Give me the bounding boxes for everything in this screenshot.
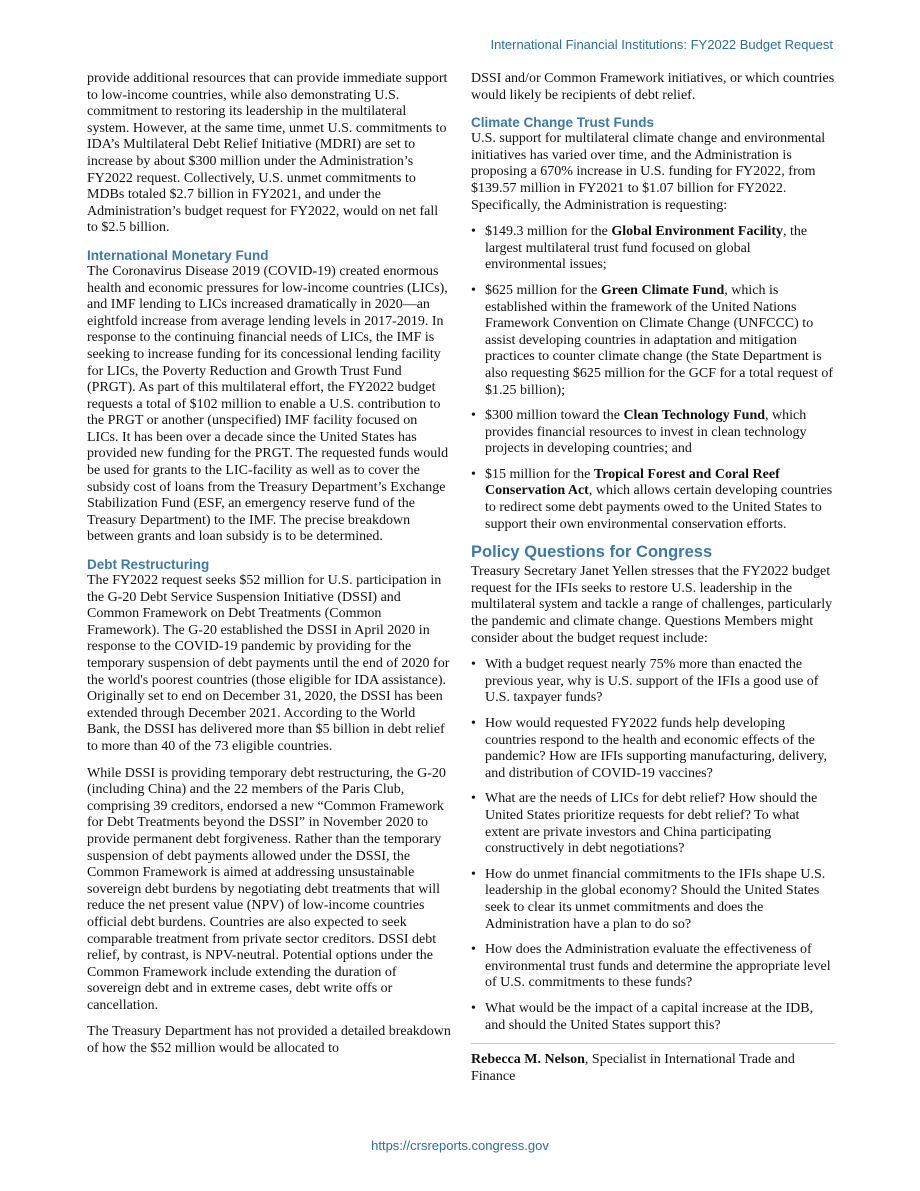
policy-paragraph: Treasury Secretary Janet Yellen stresses that the FY2022 budget request for the IFIs seeks to restore U.S. leadership in the multilateral system and tackle a range of challenges, particularly the pandemic and climate change. Questions Members might consider about the budget request include:: [471, 564, 833, 646]
list-item: • With a budget request nearly 75% more than enacted the previous year, why is U.S. support of the IFIs a good use of U.S. taxpayer funds?: [471, 657, 835, 707]
intro-paragraph: provide additional resources that can provide immediate support to low-income countries, while also demonstrating U.S. commitment to restoring its leadership in the multilateral system. However, at the same time, unmet U.S. commitments to IDA’s Multilateral Debt Relief Initiative (MDRI) are set to increase by about $300 million under the Administration’s FY2022 request. Collectively, U.S. unmet commitments to MDBs totaled $2.7 billion in FY2021, and under the Administration’s budget request for FY2022, would on net fall to $2.5 billion.: [87, 71, 448, 236]
list-item: • $15 million for the Tropical Forest and Coral Reef Conservation Act, which allows certain developing countries to redirect some debt payments owed to the United States to support their own environmental conservation efforts.: [471, 467, 835, 533]
list-item: • $300 million toward the Clean Technology Fund, which provides financial resources to invest in clean technology projects in developing countries; and: [471, 408, 835, 458]
debt-paragraph-3: The Treasury Department has not provided a detailed breakdown of how the $52 million would be allocated to: [87, 1024, 451, 1057]
policy-question-list: [471, 657, 835, 1034]
debt-paragraph-1: The FY2022 request seeks $52 million for U.S. participation in the G-20 Debt Service Suspension Initiative (DSSI) and Common Framework on Debt Treatments (Common Framework). The G-20 established the DSSI in April 2020 in response to the COVID-19 pandemic by providing for the temporary suspension of debt payments until the end of 2020 for the world's poorest countries (those eligible for IDA assistance). Originally set to end on December 31, 2020, the DSSI has been extended through December 2021. According to the World Bank, the DSSI has delivered more than $5 billion in debt relief to more than 40 of the 73 eligible countries.: [87, 573, 450, 754]
right-column: [471, 71, 835, 1095]
debt-heading: Debt Restructuring: [87, 557, 210, 573]
list-item: • How does the Administration evaluate the effectiveness of environmental trust funds and determine the appropriate level of U.S. commitments to these funds?: [471, 942, 835, 992]
climate-heading: Climate Change Trust Funds: [471, 115, 655, 131]
climate-fund-list: [471, 224, 835, 533]
list-item: • How do unmet financial commitments to the IFIs shape U.S. leadership in the global economy? Should the United States seek to clear its unmet commitments and does the Administration have a plan to do so?: [471, 867, 835, 933]
debt-paragraph-2: While DSSI is providing temporary debt restructuring, the G-20 (including China) and the 22 members of the Paris Club, comprising 39 creditors, endorsed a new “Common Framework for Debt Treatments beyond the DSSI” in November 2020 to provide permanent debt forgiveness. Rather than the temporary suspension of debt payments allowed under the DSSI, the Common Framework is aimed at addressing unsustainable sovereign debt burdens by negotiating debt treatments that will reduce the net present value (NPV) of low-income countries official debt burdens. Countries are also expected to seek comparable treatment from private sector creditors. DSSI debt relief, by contrast, is NPV-neutral. Potential options under the Common Framework include extending the duration of sovereign debt and in extreme cases, debt write offs or cancellation.: [87, 765, 446, 1013]
imf-paragraph: The Coronavirus Disease 2019 (COVID-19) created enormous health and economic pressures for low-income countries (LICs), and IMF lending to LICs increased dramatically in 2020—an eightfold increase from average lending levels in 2017-2019. In response to the continuing financial needs of LICs, the IMF is seeking to increase funding for its concessional lending facility for LICs, the Poverty Reduction and Growth Trust Fund (PRGT). As part of this multilateral effort, the FY2022 budget requests a total of $102 million to enable a U.S. contribution to the PRGT or another (unspecified) IMF facility focused on LICs. It has been over a decade since the United States has provided new funding for the PRGT. The requested funds would be used for grants to the LIC-facility as well as to cover the subsidy cost of loans from the Treasury Department’s Exchange Stabilization Fund (ESF, an emergency reserve fund of the Treasury Department) to the IMF. The precise breakdown between grants and loan subsidy is to be determined.: [87, 263, 449, 545]
imf-heading: International Monetary Fund: [87, 247, 269, 263]
author-title: , Specialist in International Trade and Finance: [471, 1052, 795, 1084]
list-item: • What would be the impact of a capital increase at the IDB, and should the United States support this?: [471, 1001, 835, 1034]
continued-paragraph: DSSI and/or Common Framework initiatives, or which countries would likely be recipients of debt relief.: [471, 71, 835, 103]
climate-paragraph: U.S. support for multilateral climate change and environmental initiatives has varied over time, and the Administration is proposing a 670% increase in U.S. funding for FY2022, from $139.57 million in FY2021 to $1.07 billion for FY2022. Specifically, the Administration is requesting:: [471, 131, 826, 213]
list-item: • $625 million for the Green Climate Fund, which is established within the framework of the United Nations Framework Convention on Climate Change (UNFCCC) to assist developing countries in adaptation and mitigation practices to counter climate change (the State Department is also requesting $625 million for the GCF for a total request of $1.25 billion);: [471, 283, 835, 399]
policy-heading: Policy Questions for Congress: [471, 543, 713, 562]
running-header: International Financial Institutions: FY2022 Budget Request: [490, 37, 833, 52]
list-item: • How would requested FY2022 funds help developing countries respond to the health and economic effects of the pandemic? How are IFIs supporting manufacturing, delivery, and distribution of COVID-19 vaccines?: [471, 716, 835, 782]
author-credit: [471, 1052, 835, 1085]
left-column: [87, 71, 451, 1068]
list-item: • $149.3 million for the Global Environment Facility, the largest multilateral trust fund focused on global environmental issues;: [471, 224, 835, 274]
author-name: Rebecca M. Nelson: [471, 1052, 585, 1068]
footer-url[interactable]: https://crsreports.congress.gov: [371, 1138, 549, 1153]
author-divider: [471, 1043, 835, 1044]
list-item: • What are the needs of LICs for debt relief? How should the United States prioritize requests for debt relief? To what extent are private investors and China participating constructively in debt negotiations?: [471, 791, 835, 857]
